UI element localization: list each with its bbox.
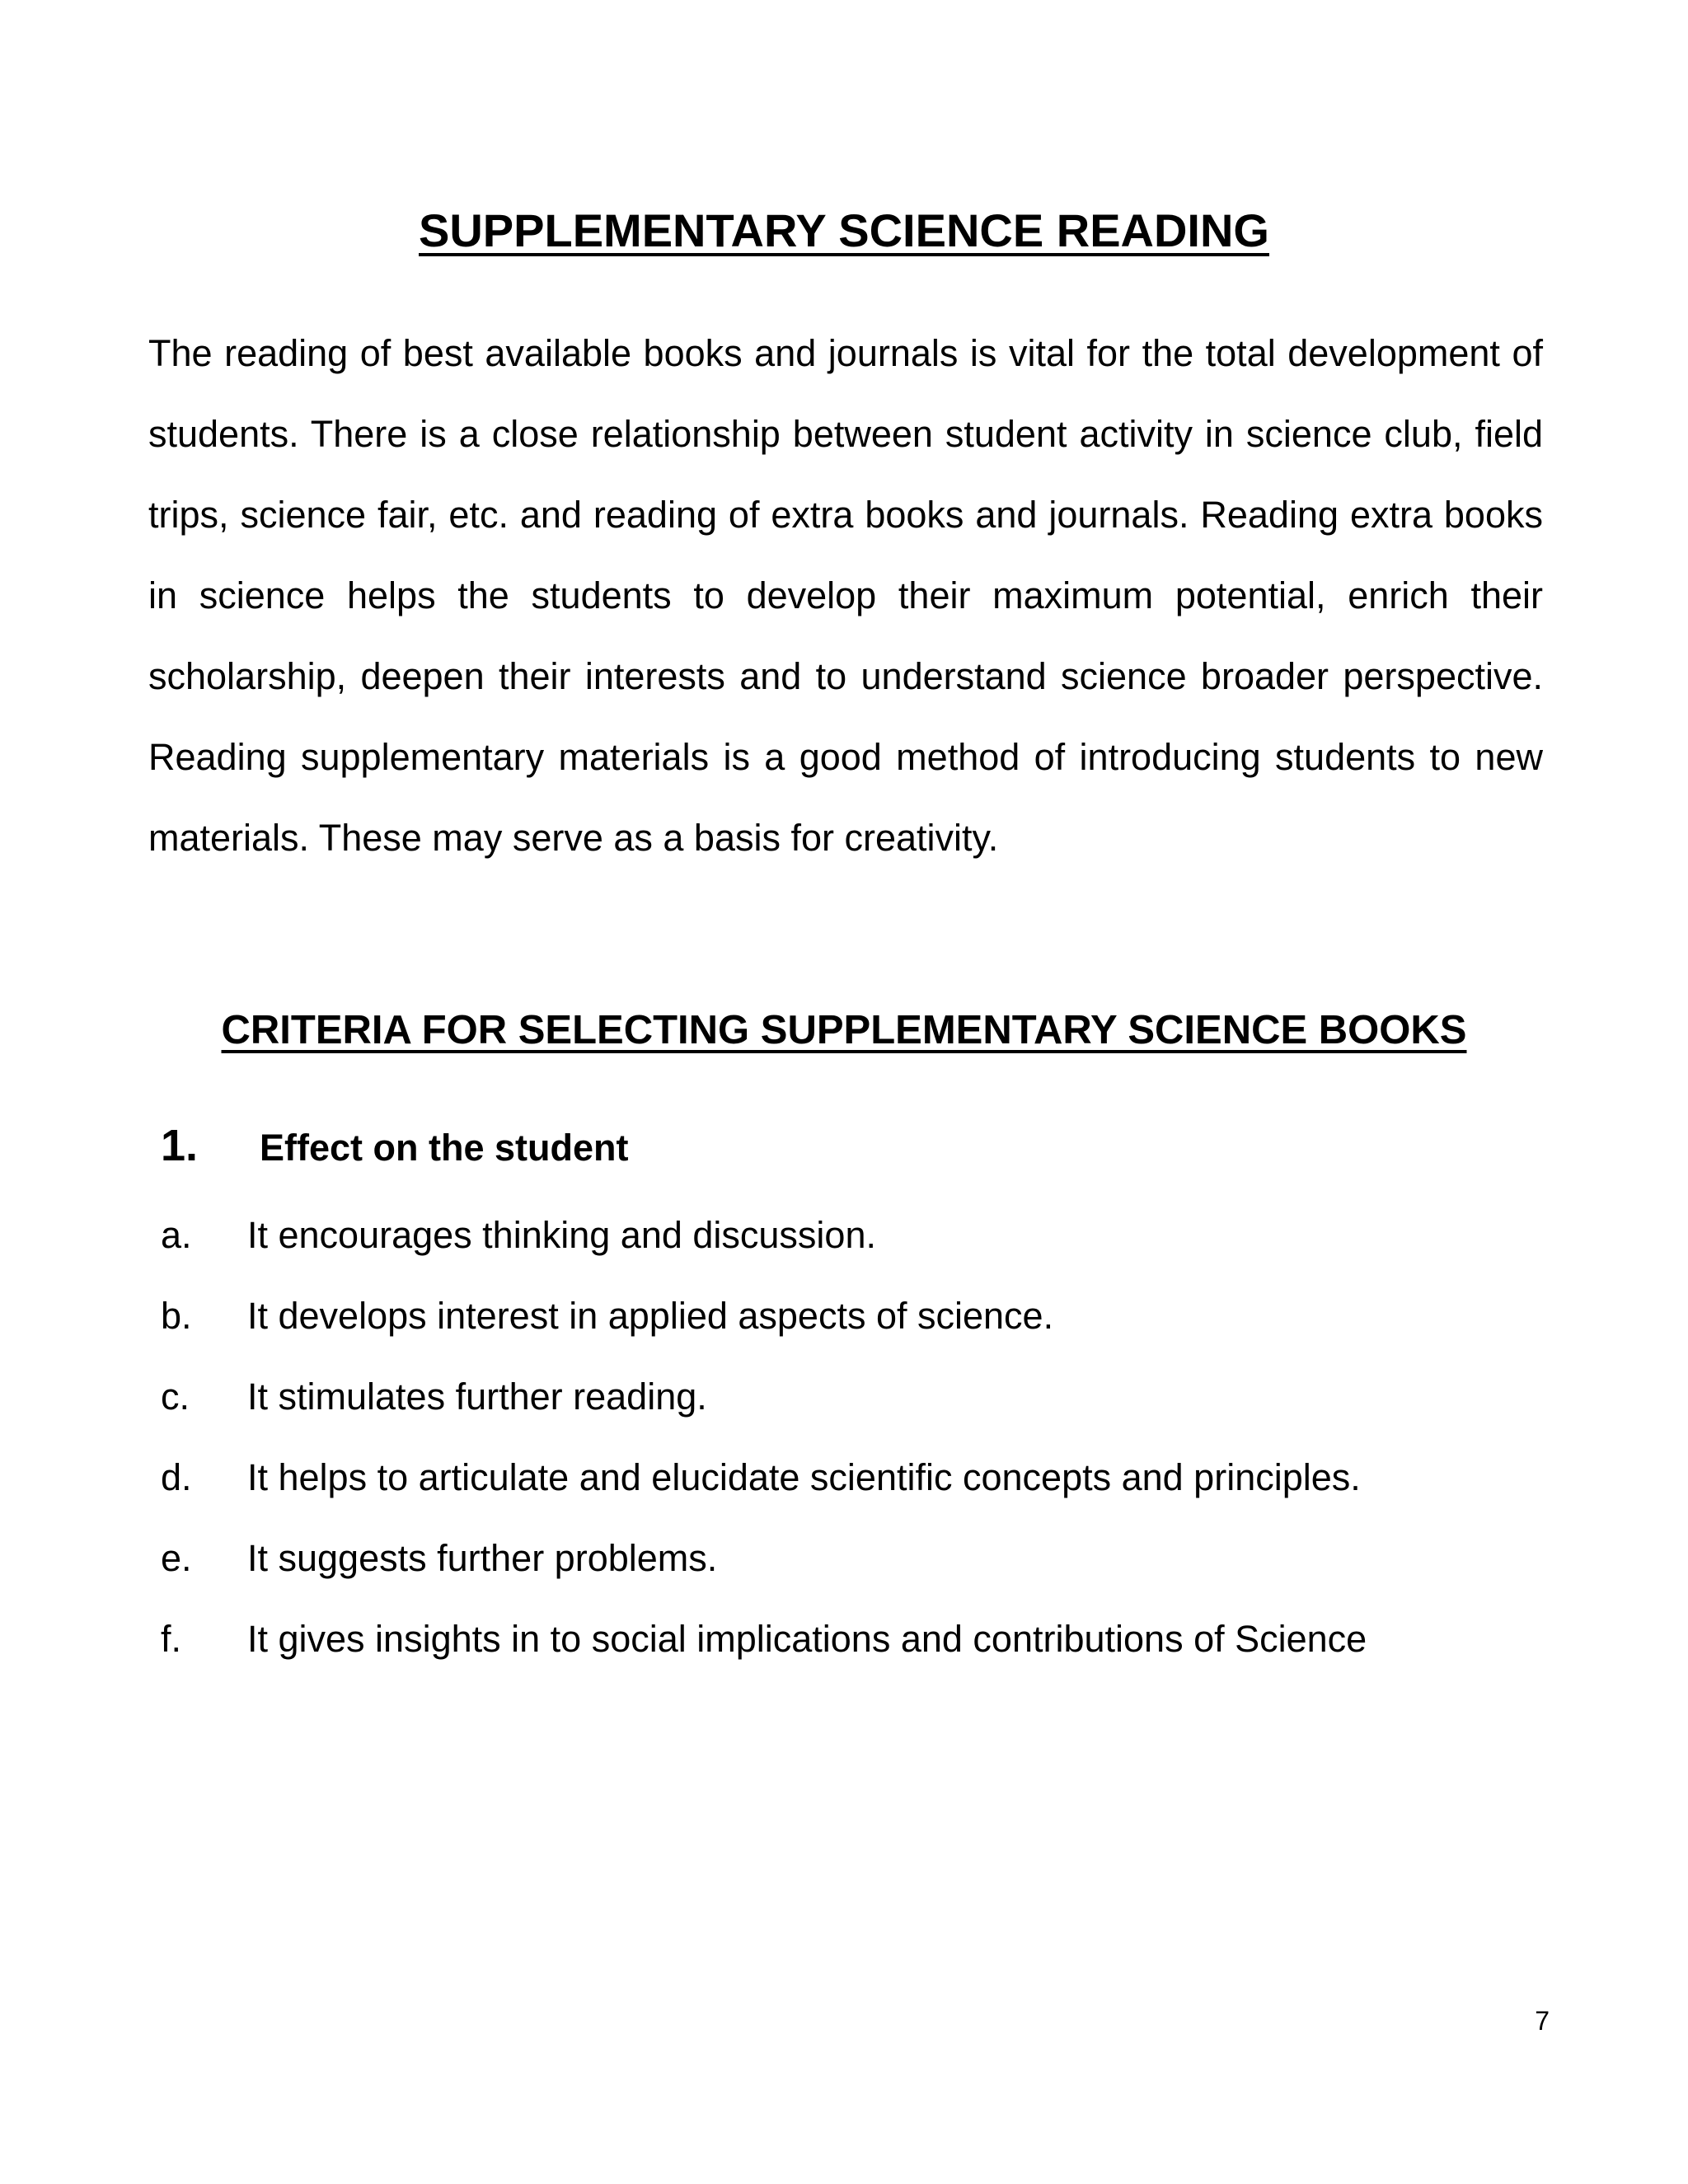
list-item: [161, 1276, 1562, 1357]
intro-paragraph: The reading of best available books and journals is vital for the total development of students. There is a close relationship between student activity in science club, field trips, science fair, etc. and reading of extra books and journals. Reading extra books in science helps the students to develop their maximum potential, enrich their scholarship, deepen their interests and to understand science broader perspective. Reading supplementary materials is a good method of introducing students to new materials. These may serve as a basis for creativity.: [148, 332, 1543, 859]
list-item-text: It stimulates further reading.: [247, 1376, 707, 1418]
list-item: [161, 1195, 1562, 1276]
list-item: [161, 1518, 1562, 1599]
list-item-text: It gives insights in to social implications and contributions of Science: [247, 1618, 1367, 1660]
list-item: [161, 1357, 1562, 1437]
criteria-list: [161, 1195, 1562, 1680]
list-item: [161, 1437, 1562, 1518]
page-title-text: SUPPLEMENTARY SCIENCE READING: [419, 204, 1269, 256]
list-item: [161, 1599, 1562, 1680]
list-item-marker: a.: [161, 1214, 192, 1256]
page-title: [0, 202, 1688, 260]
list-item-text: It suggests further problems.: [247, 1537, 718, 1579]
list-item-marker: c.: [161, 1376, 190, 1418]
list-item-marker: b.: [161, 1295, 192, 1337]
section-number: 1.: [161, 1121, 199, 1170]
page-number: 7: [1535, 2006, 1550, 2036]
list-item-text: It encourages thinking and discussion.: [247, 1214, 876, 1256]
list-item-marker: f.: [161, 1618, 182, 1660]
section-heading: [161, 1117, 629, 1177]
criteria-heading-text: CRITERIA FOR SELECTING SUPPLEMENTARY SCIENCE BOOKS: [221, 1008, 1467, 1052]
criteria-heading: [0, 1001, 1688, 1059]
section-title: Effect on the student: [260, 1127, 629, 1169]
list-item-text: It develops interest in applied aspects of science.: [247, 1295, 1054, 1337]
list-item-text: It helps to articulate and elucidate scientific concepts and principles.: [247, 1456, 1361, 1498]
list-item-marker: d.: [161, 1456, 192, 1498]
list-item-marker: e.: [161, 1537, 192, 1579]
